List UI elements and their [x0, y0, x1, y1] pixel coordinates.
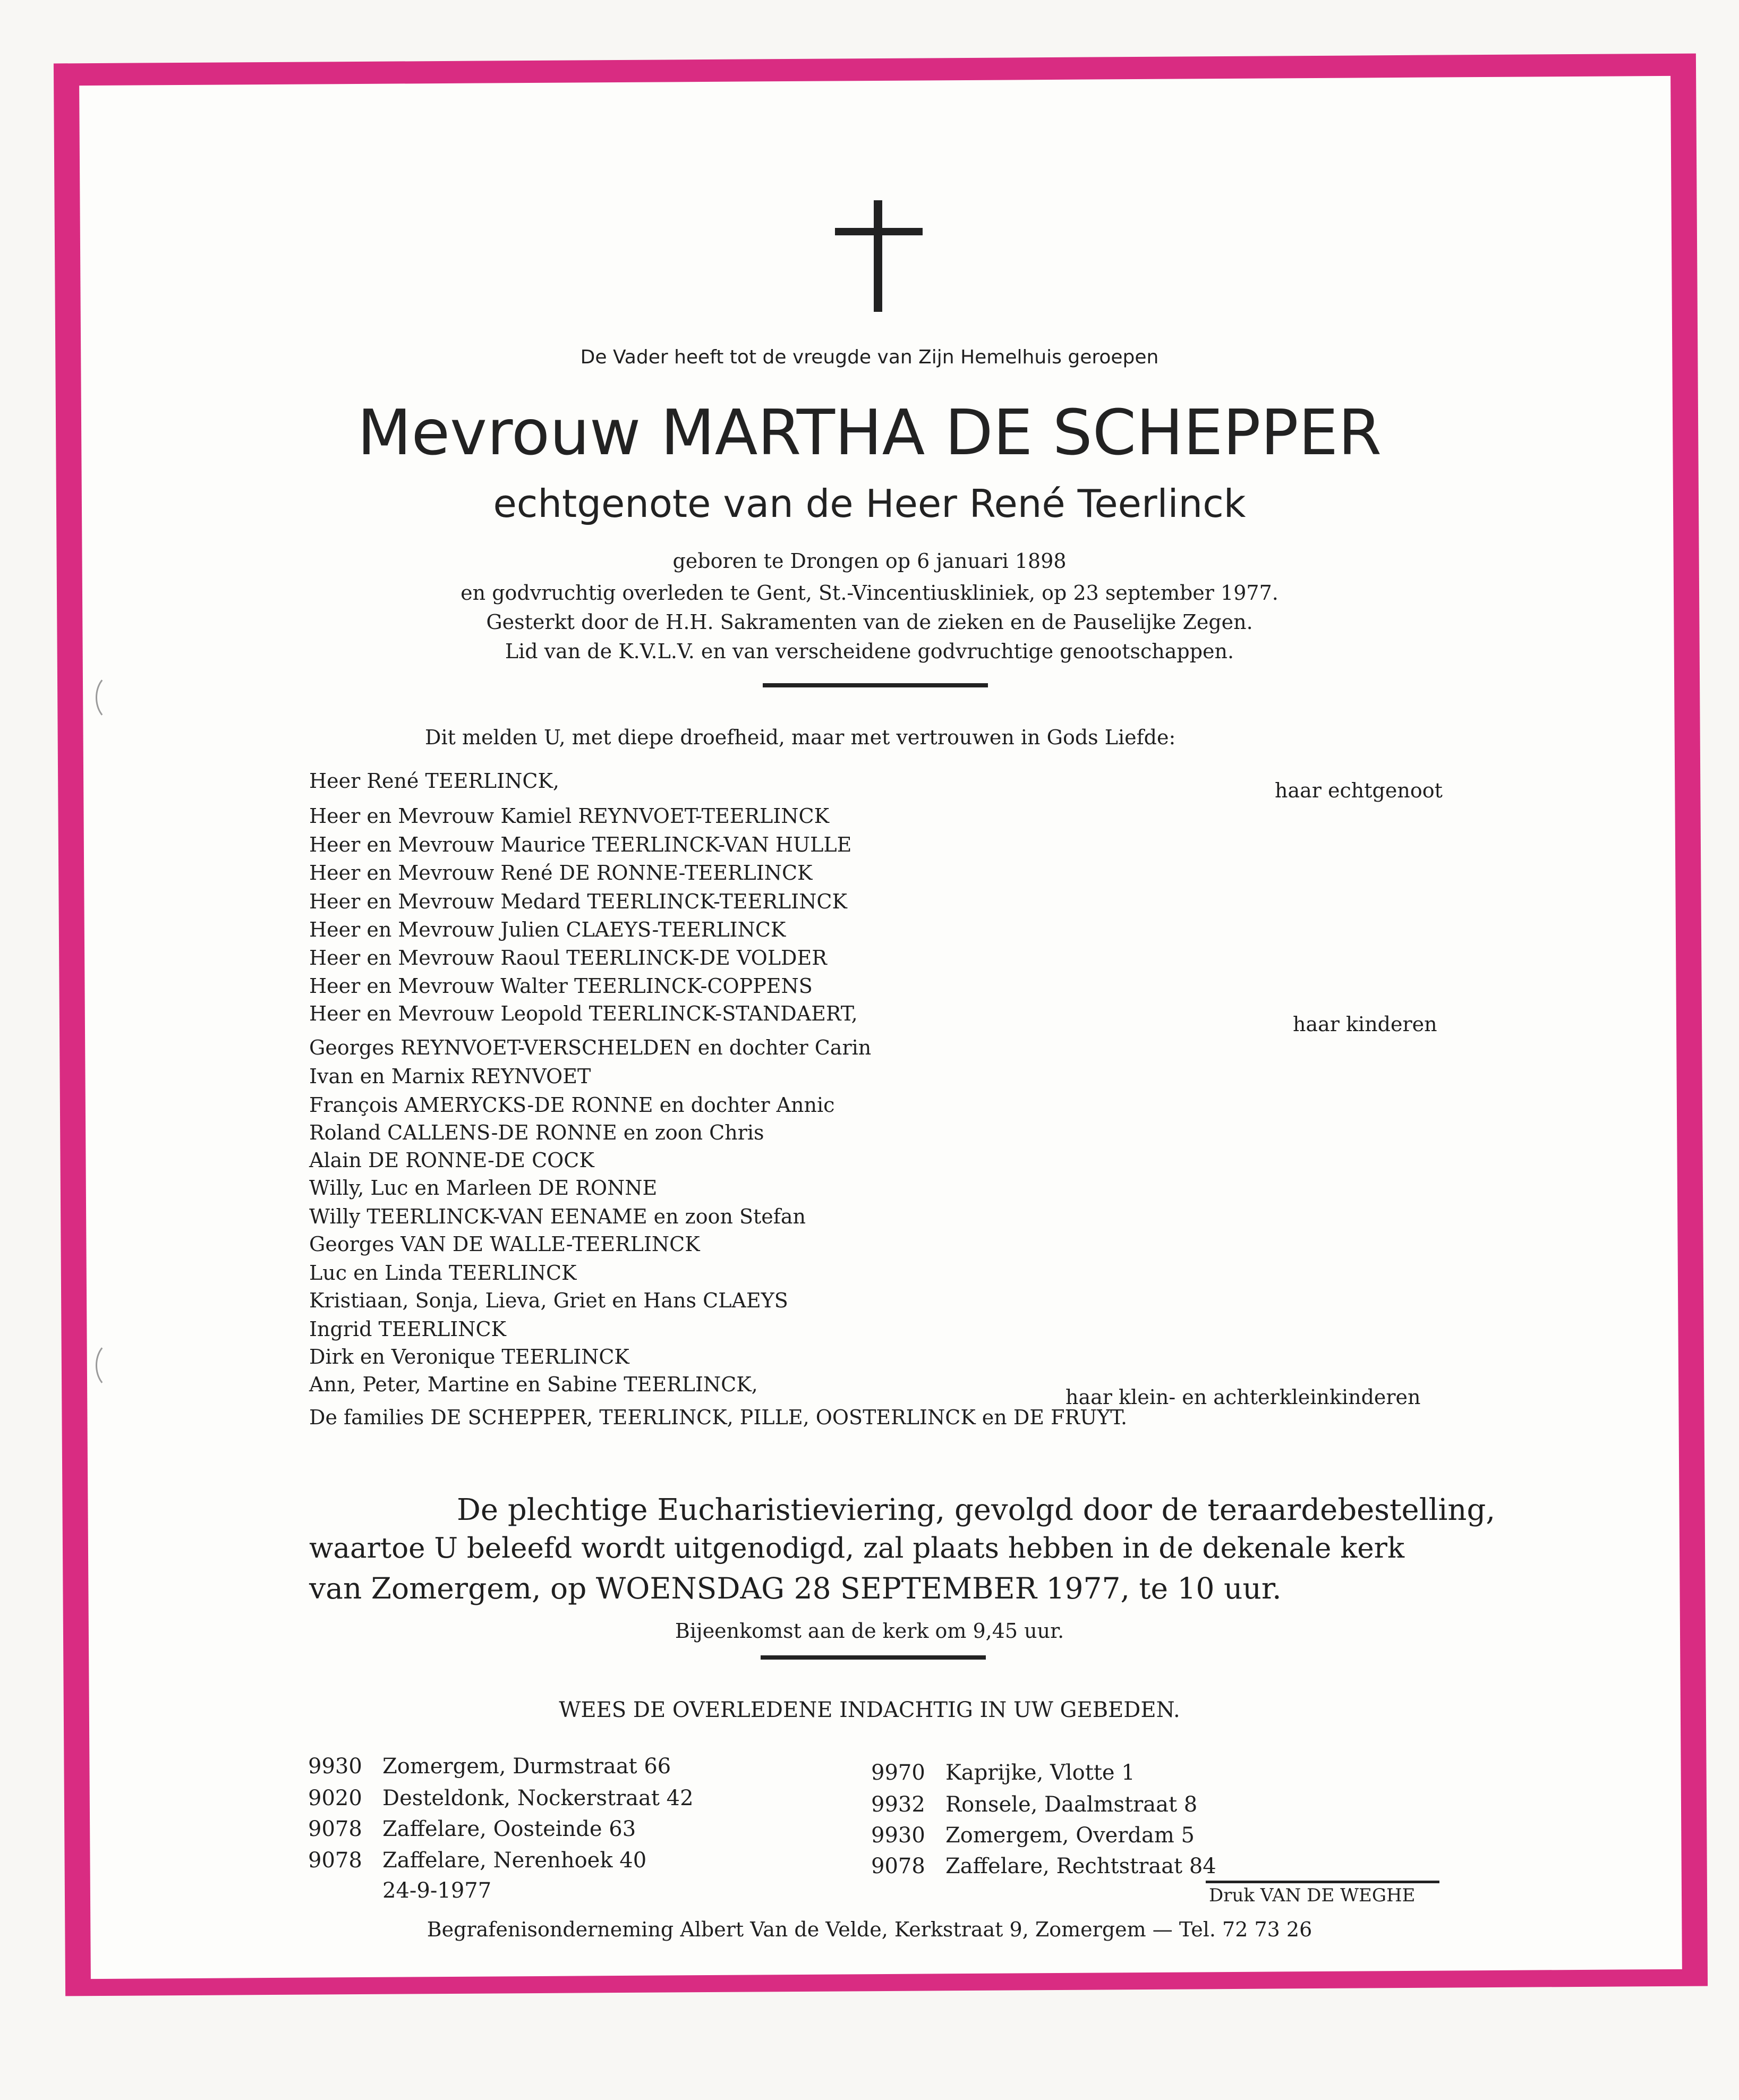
role-spouse: haar echtgenoot: [1275, 779, 1443, 802]
family-line: Heer en Mevrouw Walter TEERLINCK-COPPENS: [309, 974, 813, 998]
family-line: Ann, Peter, Martine en Sabine TEERLINCK,: [309, 1373, 758, 1396]
family-line: Ivan en Marnix REYNVOET: [309, 1065, 591, 1088]
gathering-note: Bijeenkomst aan de kerk om 9,45 uur.: [675, 1619, 1064, 1643]
sacrament-line: Gesterkt door de H.H. Sakramenten van de zieken en de Pauselijke Zegen.: [486, 610, 1253, 634]
family-line: Heer en Mevrouw Leopold TEERLINCK-STANDAERT,: [309, 1002, 858, 1025]
address-item: 9930 Zomergem, Durmstraat 66: [308, 1754, 671, 1779]
family-line: Willy TEERLINCK-VAN EENAME en zoon Stefan: [309, 1205, 806, 1228]
family-line: Georges VAN DE WALLE-TEERLINCK: [309, 1232, 700, 1256]
family-line: Heer en Mevrouw Kamiel REYNVOET-TEERLINCK: [309, 804, 830, 828]
punch-hole-bottom: [96, 1341, 131, 1389]
ceremony-line: waartoe U beleefd wordt uitgenodigd, zal plaats hebben in de dekenale kerk: [309, 1532, 1405, 1565]
family-line: Heer en Mevrouw René DE RONNE-TEERLINCK: [309, 861, 813, 885]
family-line: Luc en Linda TEERLINCK: [309, 1261, 577, 1285]
divider: [763, 683, 988, 687]
family-line: Roland CALLENS-DE RONNE en zoon Chris: [309, 1121, 764, 1144]
family-line: Willy, Luc en Marleen DE RONNE: [309, 1176, 658, 1200]
address-item: 9932 Ronsele, Daalmstraat 8: [871, 1792, 1198, 1817]
family-line: François AMERYCKS-DE RONNE en dochter Annic: [309, 1093, 835, 1117]
intro-line: De Vader heeft tot de vreugde van Zijn Hemelhuis geroepen: [580, 346, 1159, 368]
undertaker-line: Begrafenisonderneming Albert Van de Velde, Kerkstraat 9, Zomergem — Tel. 72 73 26: [427, 1918, 1312, 1941]
address-item: 9078 Zaffelare, Rechtstraat 84: [871, 1854, 1216, 1878]
family-line: Dirk en Veronique TEERLINCK: [309, 1345, 629, 1368]
family-line: Heer en Mevrouw Raoul TEERLINCK-DE VOLDER: [309, 946, 827, 970]
birth-line: geboren te Drongen op 6 januari 1898: [672, 549, 1067, 573]
punch-hole-top: [96, 674, 131, 721]
printer-rule: [1206, 1881, 1439, 1883]
family-line: Heer en Mevrouw Julien CLAEYS-TEERLINCK: [309, 918, 786, 941]
spouse-line: echtgenote van de Heer René Teerlinck: [493, 481, 1246, 526]
date: 24-9-1977: [382, 1878, 492, 1903]
ceremony-line: De plechtige Eucharistieviering, gevolgd door de teraardebestelling,: [457, 1493, 1496, 1527]
address-item: 9078 Zaffelare, Oosteinde 63: [308, 1817, 636, 1841]
ceremony-line: van Zomergem, op WOENSDAG 28 SEPTEMBER 1977, te 10 uur.: [309, 1571, 1282, 1605]
family-line: Alain DE RONNE-DE COCK: [309, 1149, 594, 1172]
family-line: Georges REYNVOET-VERSCHELDEN en dochter Carin: [309, 1036, 872, 1059]
role-grandchildren: haar klein- en achterkleinkinderen: [1065, 1385, 1421, 1409]
prayer-request: WEES DE OVERLEDENE INDACHTIG IN UW GEBEDEN.: [559, 1698, 1180, 1722]
address-item: 9930 Zomergem, Overdam 5: [871, 1823, 1195, 1848]
address-item: 9970 Kaprijke, Vlotte 1: [871, 1761, 1135, 1785]
address-item: 9020 Desteldonk, Nockerstraat 42: [308, 1786, 694, 1810]
family-line: Heer en Mevrouw Maurice TEERLINCK-VAN HULLE: [309, 833, 852, 856]
announcement: Dit melden U, met diepe droefheid, maar met vertrouwen in Gods Liefde:: [425, 726, 1176, 749]
death-line: en godvruchtig overleden te Gent, St.-Vincentiuskliniek, op 23 september 1977.: [461, 581, 1278, 605]
family-line: Heer René TEERLINCK,: [309, 769, 559, 793]
family-line: Heer en Mevrouw Medard TEERLINCK-TEERLINCK: [309, 890, 847, 913]
membership-line: Lid van de K.V.L.V. en van verscheidene godvruchtige genootschappen.: [505, 640, 1234, 663]
family-line: Ingrid TEERLINCK: [309, 1317, 506, 1341]
divider: [761, 1655, 986, 1660]
role-children: haar kinderen: [1293, 1013, 1437, 1036]
address-item: 9078 Zaffelare, Nerenhoek 40: [308, 1848, 647, 1873]
family-line: Kristiaan, Sonja, Lieva, Griet en Hans CLAEYS: [309, 1289, 788, 1312]
deceased-name: Mevrouw MARTHA DE SCHEPPER: [357, 396, 1382, 469]
printer-credit: Druk VAN DE WEGHE: [1209, 1885, 1416, 1906]
family-line: De families DE SCHEPPER, TEERLINCK, PILLE, OOSTERLINCK en DE FRUYT.: [309, 1406, 1128, 1429]
